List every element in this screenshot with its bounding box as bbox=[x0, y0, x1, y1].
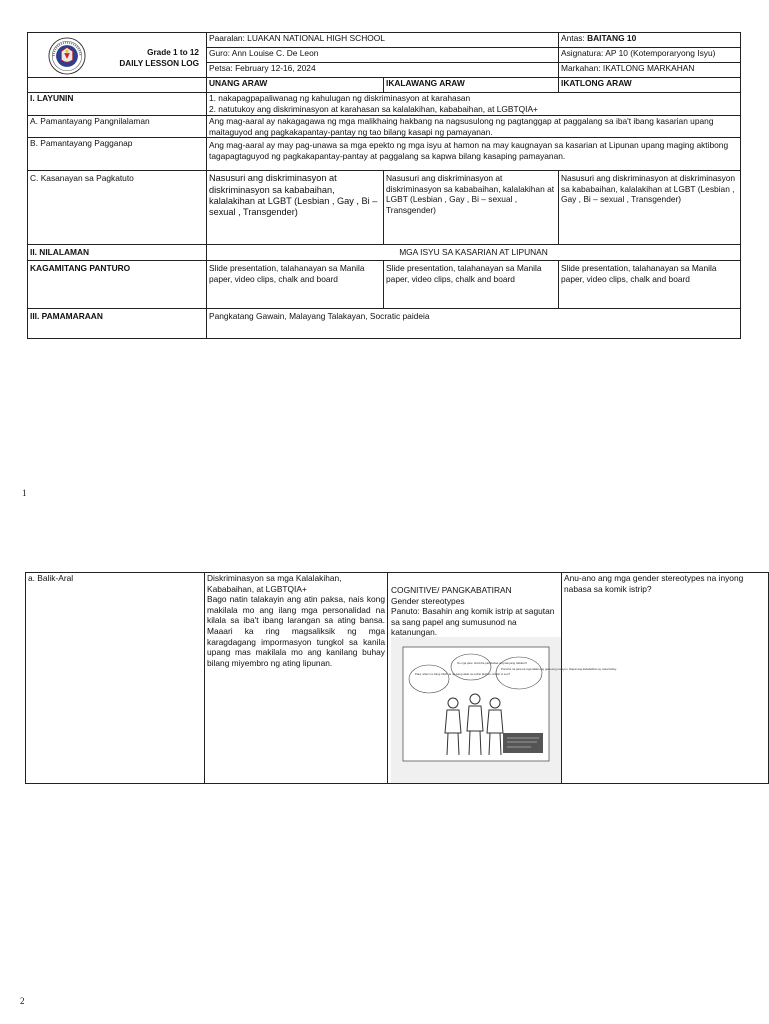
level-label: Antas: bbox=[561, 33, 588, 43]
gender-stereotypes-topic: Gender stereotypes bbox=[391, 595, 465, 606]
balik-aral-table bbox=[25, 572, 769, 784]
quarter-cell: Markahan: IKATLONG MARKAHAN bbox=[559, 63, 741, 78]
day-1-title: Diskriminasyon sa mga Kalalakihan, Kababaihan, at LGBTQIA+ bbox=[207, 573, 342, 594]
empty-corner-cell bbox=[28, 78, 207, 93]
kagamitan-day-1: Slide presentation, talahanayan sa Manila paper, video clips, chalk and board bbox=[207, 261, 384, 309]
pamantayang-pangnilalaman-text: Ang mag-aaral ay nakagagawa ng mga malikhaing hakbang na nagsusulong ng pagtanggap at paggalang sa iba't ibang kasarian upang maitaguyod ang pagkakapantay-pantay ng tao bilang kasapi ng pamayanan. bbox=[207, 116, 741, 138]
kagamitan-day-2: Slide presentation, talahanayan sa Manila paper, video clips, chalk and board bbox=[384, 261, 559, 309]
kasanayan-label: C. Kasanayan sa Pagkatuto bbox=[28, 171, 207, 245]
daily-lesson-log-label: DAILY LESSON LOG bbox=[119, 59, 199, 68]
balik-aral-label: a. Balik-Aral bbox=[26, 573, 205, 784]
day-header-3: IKATLONG ARAW bbox=[559, 78, 741, 93]
bubble-2-text: Oo nga pare. Hindi ba pambabae ang kanyang trabaho? bbox=[457, 661, 527, 665]
day-header-1: UNANG ARAW bbox=[207, 78, 384, 93]
comic-strip-image bbox=[391, 637, 617, 783]
layunin-label: I. LAYUNIN bbox=[28, 93, 207, 116]
daily-lesson-log-table bbox=[27, 32, 741, 339]
cognitive-heading: COGNITIVE/ PANGKABATIRAN bbox=[391, 585, 512, 595]
page-number-1: 1 bbox=[22, 488, 27, 498]
date-cell: Petsa: February 12-16, 2024 bbox=[207, 63, 559, 78]
kasanayan-day-1: Nasusuri ang diskriminasyon at diskriminasyon sa kababaihan, kalalakihan at LGBT (Lesbian , Gay , Bi – sexual , Transgender) bbox=[207, 171, 384, 245]
balik-aral-day-1 bbox=[205, 573, 388, 784]
pamantayang-pangnilalaman-label: A. Pamantayang Pangnilalaman bbox=[28, 116, 207, 138]
kasanayan-day-3: Nasusuri ang diskriminasyon at diskriminasyon sa kababaihan, kalalakihan at LGBT (Lesbian , Gay , Bi – sexual , Transgender) bbox=[559, 171, 741, 245]
kasanayan-day-2: Nasusuri ang diskriminasyon at diskriminasyon sa kababaihan, kalalakihan at LGBT (Lesbian , Gay , Bi – sexual , Transgender) bbox=[384, 171, 559, 245]
grade-label: Grade 1 to 12 bbox=[147, 48, 199, 57]
pamamaraan-label: III. PAMAMARAAN bbox=[28, 309, 207, 339]
balik-aral-day-3: Anu-ano ang mga gender stereotypes na inyong nabasa sa komik istrip? bbox=[562, 573, 769, 784]
panuto-instruction: Panuto: Basahin ang komik istrip at sagutan sa sang papel ang sumusunod na katanungan. bbox=[391, 606, 555, 638]
day-header-2: IKALAWANG ARAW bbox=[384, 78, 559, 93]
layunin-objectives bbox=[207, 93, 741, 116]
level-cell bbox=[559, 33, 741, 48]
kagamitan-day-3: Slide presentation, talahanayan sa Manila paper, video clips, chalk and board bbox=[559, 261, 741, 309]
bubble-1-text: Para, ahan mo bang CEO na ng isang sikat na online fashion retailer si Leo? bbox=[415, 672, 510, 676]
pamantayang-pagganap-text: Ang mag-aaral ay may pag-unawa sa mga epekto ng mga isyu at hamon na may kaugnayan sa kasarian at Lipunan upang maging aktibong tagapagtaguyod ng pagkakapantay-pantay at paggalang sa kapwa bilang kasaping pamayanan. bbox=[207, 138, 741, 171]
pamantayang-pagganap-label: B. Pamantayang Pagganap bbox=[28, 138, 207, 171]
subject-cell: Asignatura: AP 10 (Kotemporaryong Isyu) bbox=[559, 48, 741, 63]
page-number-2: 2 bbox=[20, 996, 25, 1006]
objective-1: 1. nakapagpapaliwanag ng kahulugan ng diskriminasyon at karahasan bbox=[209, 93, 471, 103]
objective-2: 2. natutukoy ang diskriminasyon at karahasan sa kalalakihan, kababaihan, at LGBTQIA+ bbox=[209, 103, 538, 114]
balik-aral-day-2 bbox=[388, 573, 617, 784]
kagamitan-label: KAGAMITANG PANTURO bbox=[28, 261, 207, 309]
nilalaman-label: II. NILALAMAN bbox=[28, 245, 207, 261]
pamamaraan-text: Pangkatang Gawain, Malayang Talakayan, Socratic paideia bbox=[207, 309, 741, 339]
day-1-text: Bago natin talakayin ang atin paksa, nais kong makilala mo ang ilang mga personalidad na kilala sa iba't ibang larangan sa ating bansa. Maaari ka ring magsaliksik ng mga karagdagang impormasyon tungkol sa kanila upang mas makilala mo ang kanilang buhay bilang miyembro ng ating lipunan. bbox=[207, 594, 385, 668]
bubble-3-text: Porsche na para sa mga lalaki ang ganoong posisyon. Dapat ang kababaihan ay nasa bahay. bbox=[501, 667, 617, 671]
school-cell: Paaralan: LUAKAN NATIONAL HIGH SCHOOL bbox=[207, 33, 559, 48]
level-value: BAITANG 10 bbox=[587, 33, 637, 43]
nilalaman-text: MGA ISYU SA KASARIAN AT LIPUNAN bbox=[207, 245, 741, 261]
deped-seal-icon bbox=[48, 37, 86, 75]
teacher-cell: Guro: Ann Louise C. De Leon bbox=[207, 48, 559, 63]
header-logo-cell bbox=[28, 33, 207, 78]
